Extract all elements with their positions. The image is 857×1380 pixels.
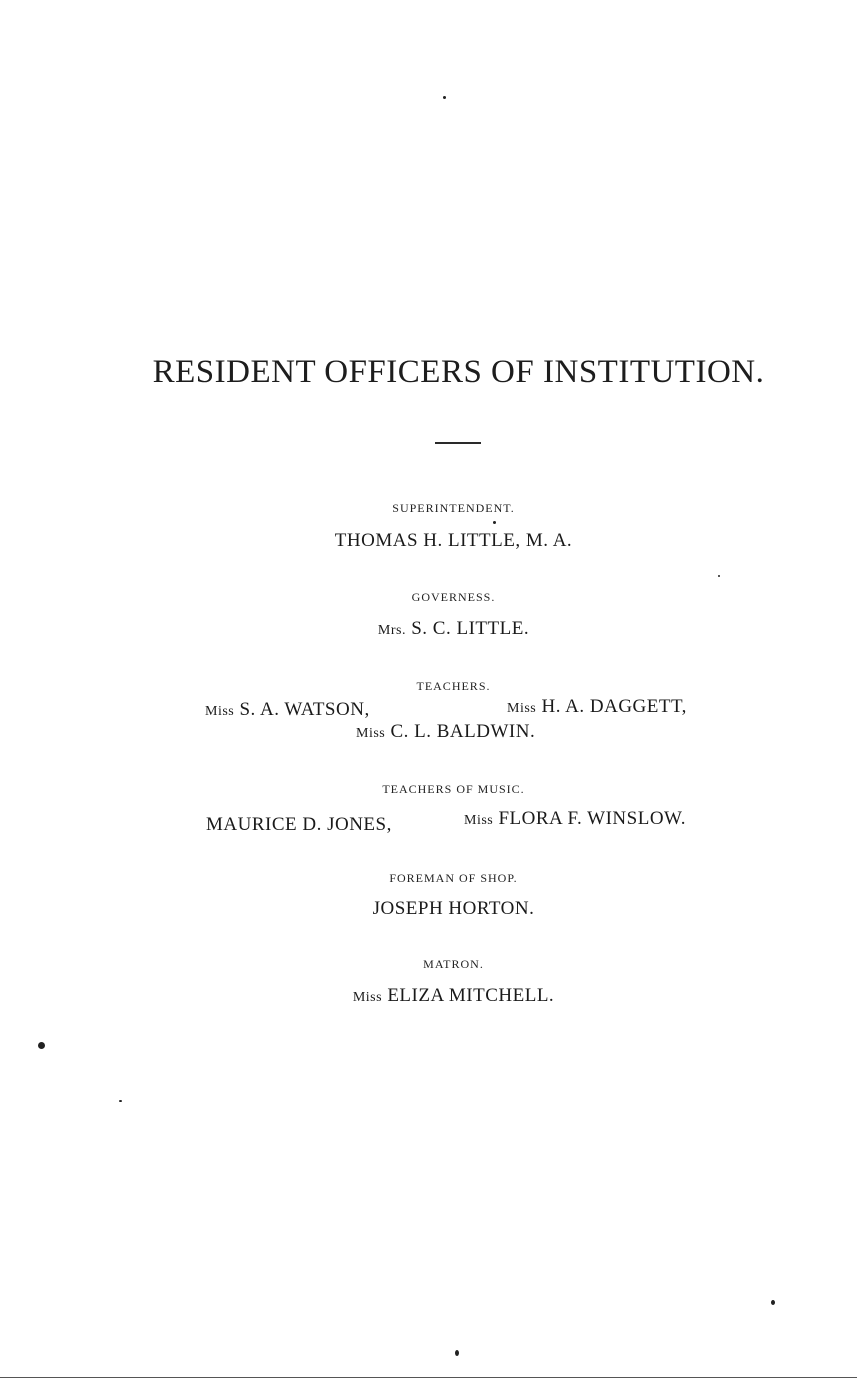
superintendent-name bbox=[0, 530, 857, 552]
scan-speck bbox=[771, 1300, 775, 1305]
teacher-2-name-text: H. A. DAGGETT, bbox=[536, 696, 687, 717]
teachers-heading: TEACHERS. bbox=[416, 679, 491, 693]
page-edge-line bbox=[0, 1377, 857, 1378]
scan-speck bbox=[38, 1042, 45, 1049]
music-heading: TEACHERS OF MUSIC. bbox=[382, 782, 525, 796]
music-teacher-1-name-text: MAURICE D. JONES, bbox=[206, 814, 392, 835]
matron-heading: MATRON. bbox=[423, 957, 484, 971]
teacher-3-honorific: Miss bbox=[356, 726, 386, 741]
music-teacher-2-honorific: Miss bbox=[464, 813, 494, 828]
governess-heading: GOVERNESS. bbox=[411, 590, 496, 604]
foreman-name bbox=[0, 898, 857, 920]
foreman-heading: FOREMAN OF SHOP. bbox=[389, 871, 518, 885]
foreman-name-text: JOSEPH HORTON. bbox=[372, 898, 535, 919]
scan-speck bbox=[455, 1350, 459, 1356]
teacher-name-1 bbox=[205, 699, 370, 721]
superintendent-heading: SUPERINTENDENT. bbox=[392, 501, 515, 515]
governess-name-text: S. C. LITTLE. bbox=[405, 618, 530, 639]
page-title: RESIDENT OFFICERS OF INSTITUTION. bbox=[152, 354, 765, 390]
superintendent-name-text: THOMAS H. LITTLE, M. A. bbox=[334, 530, 573, 551]
teacher-1-name-text: S. A. WATSON, bbox=[234, 699, 370, 720]
matron-name-text: ELIZA MITCHELL. bbox=[382, 985, 555, 1006]
teacher-1-honorific: Miss bbox=[205, 704, 235, 719]
teacher-name-2 bbox=[507, 696, 687, 718]
governess-honorific: Mrs. bbox=[377, 623, 406, 638]
scan-speck bbox=[493, 521, 496, 524]
scan-speck bbox=[718, 575, 720, 577]
music-teacher-name-2 bbox=[464, 808, 686, 830]
music-teacher-name-1 bbox=[206, 814, 392, 836]
matron-honorific: Miss bbox=[352, 990, 383, 1005]
teacher-name-3 bbox=[356, 721, 535, 743]
music-teacher-2-name-text: FLORA F. WINSLOW. bbox=[493, 808, 686, 829]
teacher-2-honorific: Miss bbox=[507, 701, 537, 716]
scan-speck bbox=[443, 96, 446, 99]
governess-name bbox=[0, 618, 857, 640]
scan-speck bbox=[119, 1100, 122, 1102]
teacher-3-name-text: C. L. BALDWIN. bbox=[385, 721, 536, 742]
matron-name bbox=[0, 985, 857, 1007]
title-divider bbox=[435, 442, 481, 444]
